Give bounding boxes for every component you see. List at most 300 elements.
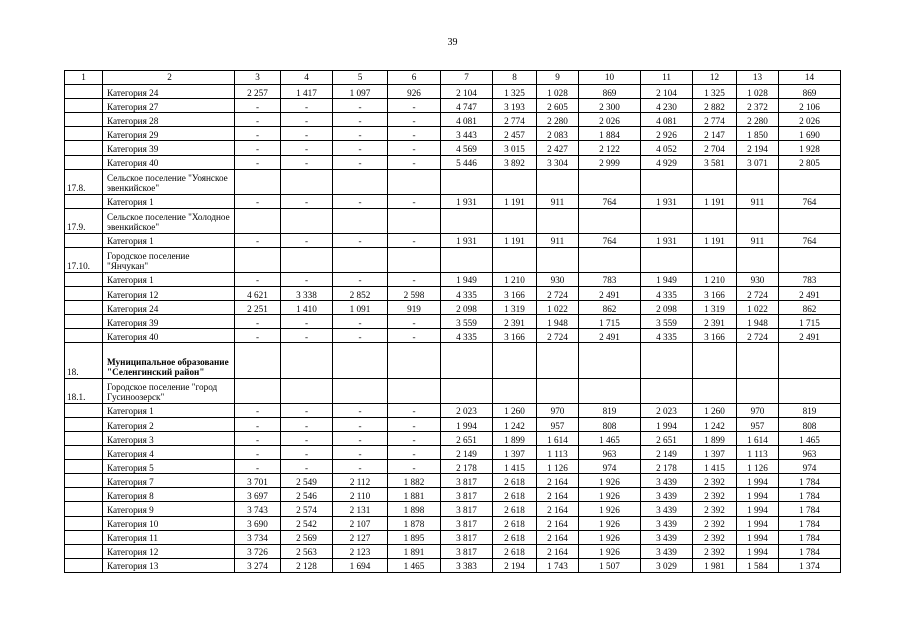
empty-cell — [693, 247, 737, 272]
value-cell: 3 559 — [441, 315, 493, 329]
section-row — [65, 247, 841, 272]
category-name: Категория 27 — [103, 99, 235, 113]
value-cell: 2 178 — [641, 460, 693, 474]
column-header: 10 — [579, 71, 641, 85]
value-cell: 957 — [737, 417, 779, 431]
value-cell: - — [388, 141, 441, 155]
value-cell: 2 704 — [693, 141, 737, 155]
tariff-table — [64, 70, 841, 573]
empty-cell — [235, 208, 281, 233]
value-cell: 1 926 — [579, 502, 641, 516]
table-row — [65, 446, 841, 460]
value-cell: 1 614 — [537, 432, 579, 446]
category-name: Категория 28 — [103, 113, 235, 127]
value-cell: 1 260 — [693, 403, 737, 417]
value-cell: - — [388, 403, 441, 417]
column-header: 7 — [441, 71, 493, 85]
empty-cell — [693, 378, 737, 403]
category-name: Категория 10 — [103, 516, 235, 530]
row-number — [65, 502, 103, 516]
value-cell: - — [333, 403, 388, 417]
value-cell: 3 166 — [693, 286, 737, 300]
value-cell: - — [235, 272, 281, 286]
value-cell: 1 325 — [493, 85, 537, 99]
table-row — [65, 286, 841, 300]
table-row — [65, 516, 841, 530]
value-cell: 974 — [579, 460, 641, 474]
value-cell: 1 113 — [537, 446, 579, 460]
column-header: 3 — [235, 71, 281, 85]
value-cell: - — [333, 99, 388, 113]
value-cell: 1 091 — [333, 301, 388, 315]
category-name: Категория 24 — [103, 301, 235, 315]
value-cell: 1 994 — [737, 544, 779, 558]
value-cell: 2 999 — [579, 155, 641, 169]
value-cell: 1 994 — [737, 516, 779, 530]
row-number — [65, 301, 103, 315]
empty-cell — [441, 169, 493, 194]
value-cell: 1 415 — [693, 460, 737, 474]
value-cell: 1 926 — [579, 474, 641, 488]
value-cell: 2 391 — [493, 315, 537, 329]
value-cell: - — [235, 315, 281, 329]
empty-cell — [737, 378, 779, 403]
empty-cell — [281, 378, 333, 403]
empty-cell — [579, 343, 641, 379]
empty-cell — [641, 169, 693, 194]
value-cell: - — [388, 272, 441, 286]
value-cell: 1 614 — [737, 432, 779, 446]
empty-cell — [333, 343, 388, 379]
table-row — [65, 301, 841, 315]
value-cell: - — [281, 141, 333, 155]
row-number — [65, 194, 103, 208]
value-cell: 4 230 — [641, 99, 693, 113]
value-cell: 1 926 — [579, 530, 641, 544]
column-header: 12 — [693, 71, 737, 85]
value-cell: 3 701 — [235, 474, 281, 488]
value-cell: 2 194 — [737, 141, 779, 155]
row-number — [65, 516, 103, 530]
value-cell: 2 574 — [281, 502, 333, 516]
value-cell: 1 931 — [641, 194, 693, 208]
empty-cell — [388, 169, 441, 194]
value-cell: 1 715 — [779, 315, 841, 329]
value-cell: 2 392 — [693, 544, 737, 558]
value-cell: 2 392 — [693, 516, 737, 530]
empty-cell — [693, 169, 737, 194]
value-cell: 2 257 — [235, 85, 281, 99]
row-number — [65, 403, 103, 417]
value-cell: 1 397 — [493, 446, 537, 460]
value-cell: - — [388, 155, 441, 169]
value-cell: 4 929 — [641, 155, 693, 169]
table-row — [65, 233, 841, 247]
empty-cell — [493, 343, 537, 379]
value-cell: 2 147 — [693, 127, 737, 141]
empty-cell — [779, 169, 841, 194]
value-cell: 1 878 — [388, 516, 441, 530]
value-cell: 1 899 — [693, 432, 737, 446]
value-cell: 1 895 — [388, 530, 441, 544]
value-cell: 2 164 — [537, 516, 579, 530]
value-cell: 3 439 — [641, 488, 693, 502]
value-cell: 3 015 — [493, 141, 537, 155]
value-cell: 2 110 — [333, 488, 388, 502]
section-row — [65, 208, 841, 233]
value-cell: 1 242 — [493, 417, 537, 431]
value-cell: 1 949 — [441, 272, 493, 286]
value-cell: 2 724 — [737, 329, 779, 343]
value-cell: - — [281, 272, 333, 286]
value-cell: - — [281, 329, 333, 343]
value-cell: 2 123 — [333, 544, 388, 558]
section-number: 17.9. — [65, 208, 103, 233]
category-name: Категория 1 — [103, 403, 235, 417]
value-cell: - — [333, 432, 388, 446]
value-cell: 2 549 — [281, 474, 333, 488]
value-cell: - — [388, 233, 441, 247]
value-cell: 1 374 — [779, 558, 841, 572]
section-number: 18. — [65, 343, 103, 379]
value-cell: 2 457 — [493, 127, 537, 141]
value-cell: 2 026 — [779, 113, 841, 127]
value-cell: 1 260 — [493, 403, 537, 417]
value-cell: 4 335 — [441, 329, 493, 343]
value-cell: 2 194 — [493, 558, 537, 572]
value-cell: 3 166 — [693, 329, 737, 343]
value-cell: 4 081 — [641, 113, 693, 127]
value-cell: 3 338 — [281, 286, 333, 300]
value-cell: 1 784 — [779, 502, 841, 516]
empty-cell — [779, 208, 841, 233]
table-row — [65, 460, 841, 474]
empty-cell — [737, 343, 779, 379]
value-cell: 3 071 — [737, 155, 779, 169]
value-cell: 2 164 — [537, 530, 579, 544]
value-cell: 2 178 — [441, 460, 493, 474]
value-cell: 1 948 — [537, 315, 579, 329]
value-cell: - — [235, 403, 281, 417]
value-cell: - — [388, 329, 441, 343]
table-row — [65, 315, 841, 329]
empty-cell — [333, 208, 388, 233]
value-cell: 1 465 — [579, 432, 641, 446]
table-row — [65, 85, 841, 99]
empty-cell — [235, 378, 281, 403]
category-name: Категория 13 — [103, 558, 235, 572]
value-cell: 1 191 — [693, 194, 737, 208]
empty-cell — [641, 343, 693, 379]
value-cell: 963 — [579, 446, 641, 460]
table-row — [65, 113, 841, 127]
row-number — [65, 432, 103, 446]
column-header: 1 — [65, 71, 103, 85]
value-cell: 1 949 — [641, 272, 693, 286]
value-cell: - — [333, 141, 388, 155]
empty-cell — [579, 378, 641, 403]
value-cell: 2 023 — [441, 403, 493, 417]
value-cell: 3 817 — [441, 502, 493, 516]
empty-cell — [779, 343, 841, 379]
table-row — [65, 141, 841, 155]
value-cell: 2 372 — [737, 99, 779, 113]
value-cell: - — [281, 194, 333, 208]
row-number — [65, 417, 103, 431]
value-cell: 1 784 — [779, 516, 841, 530]
category-name: Категория 24 — [103, 85, 235, 99]
value-cell: 2 098 — [441, 301, 493, 315]
value-cell: 2 491 — [579, 286, 641, 300]
row-number — [65, 488, 103, 502]
value-cell: 970 — [537, 403, 579, 417]
category-name: Категория 39 — [103, 315, 235, 329]
value-cell: 2 724 — [537, 286, 579, 300]
value-cell: 3 817 — [441, 530, 493, 544]
value-cell: 1 028 — [537, 85, 579, 99]
column-header: 9 — [537, 71, 579, 85]
row-number — [65, 315, 103, 329]
section-row — [65, 378, 841, 403]
section-name: Сельское поселение "Уоянское эвенкийское" — [103, 169, 235, 194]
value-cell: - — [333, 155, 388, 169]
table-row — [65, 558, 841, 572]
empty-cell — [779, 378, 841, 403]
empty-cell — [333, 247, 388, 272]
value-cell: 2 651 — [441, 432, 493, 446]
value-cell: 1 415 — [493, 460, 537, 474]
value-cell: 911 — [737, 194, 779, 208]
value-cell: - — [388, 315, 441, 329]
value-cell: 2 491 — [579, 329, 641, 343]
value-cell: 783 — [779, 272, 841, 286]
value-cell: - — [333, 315, 388, 329]
page-number: 39 — [447, 37, 458, 48]
value-cell: 3 274 — [235, 558, 281, 572]
table-row — [65, 432, 841, 446]
value-cell: - — [333, 329, 388, 343]
value-cell: 1 325 — [693, 85, 737, 99]
empty-cell — [579, 208, 641, 233]
column-header: 4 — [281, 71, 333, 85]
value-cell: 930 — [737, 272, 779, 286]
value-cell: 1 850 — [737, 127, 779, 141]
value-cell: 4 335 — [641, 286, 693, 300]
value-cell: 2 107 — [333, 516, 388, 530]
row-number — [65, 127, 103, 141]
value-cell: 2 122 — [579, 141, 641, 155]
value-cell: - — [388, 417, 441, 431]
table-row — [65, 329, 841, 343]
row-number — [65, 233, 103, 247]
value-cell: 4 747 — [441, 99, 493, 113]
value-cell: - — [388, 127, 441, 141]
table-row — [65, 99, 841, 113]
value-cell: 2 618 — [493, 544, 537, 558]
value-cell: 1 994 — [737, 474, 779, 488]
value-cell: 2 164 — [537, 502, 579, 516]
value-cell: 2 106 — [779, 99, 841, 113]
empty-cell — [537, 169, 579, 194]
value-cell: 2 392 — [693, 474, 737, 488]
row-number — [65, 460, 103, 474]
category-name: Категория 3 — [103, 432, 235, 446]
value-cell: - — [333, 446, 388, 460]
value-cell: 808 — [579, 417, 641, 431]
empty-cell — [641, 208, 693, 233]
table-row — [65, 530, 841, 544]
value-cell: 2 104 — [641, 85, 693, 99]
value-cell: 2 026 — [579, 113, 641, 127]
value-cell: 926 — [388, 85, 441, 99]
value-cell: - — [235, 432, 281, 446]
value-cell: 1 126 — [537, 460, 579, 474]
empty-cell — [281, 247, 333, 272]
value-cell: 1 410 — [281, 301, 333, 315]
value-cell: 2 605 — [537, 99, 579, 113]
category-name: Категория 40 — [103, 155, 235, 169]
column-header: 5 — [333, 71, 388, 85]
row-number — [65, 113, 103, 127]
value-cell: - — [281, 155, 333, 169]
value-cell: 862 — [779, 301, 841, 315]
value-cell: 1 584 — [737, 558, 779, 572]
value-cell: 1 715 — [579, 315, 641, 329]
value-cell: 3 166 — [493, 286, 537, 300]
table-row — [65, 488, 841, 502]
row-number — [65, 272, 103, 286]
value-cell: 963 — [779, 446, 841, 460]
value-cell: 2 023 — [641, 403, 693, 417]
value-cell: 3 726 — [235, 544, 281, 558]
value-cell: - — [333, 194, 388, 208]
value-cell: 3 383 — [441, 558, 493, 572]
table-row — [65, 544, 841, 558]
value-cell: - — [333, 417, 388, 431]
value-cell: 3 559 — [641, 315, 693, 329]
value-cell: - — [333, 113, 388, 127]
value-cell: 2 427 — [537, 141, 579, 155]
value-cell: 919 — [388, 301, 441, 315]
value-cell: 2 569 — [281, 530, 333, 544]
empty-cell — [493, 169, 537, 194]
value-cell: 2 542 — [281, 516, 333, 530]
empty-cell — [537, 378, 579, 403]
value-cell: 911 — [537, 194, 579, 208]
value-cell: 1 694 — [333, 558, 388, 572]
row-number — [65, 474, 103, 488]
empty-cell — [537, 343, 579, 379]
value-cell: 3 743 — [235, 502, 281, 516]
value-cell: - — [388, 113, 441, 127]
section-row — [65, 343, 841, 379]
empty-cell — [388, 378, 441, 403]
value-cell: - — [388, 446, 441, 460]
column-header: 14 — [779, 71, 841, 85]
value-cell: - — [281, 460, 333, 474]
empty-cell — [333, 169, 388, 194]
table-row — [65, 127, 841, 141]
empty-cell — [388, 343, 441, 379]
value-cell: 1 191 — [693, 233, 737, 247]
value-cell: 4 335 — [641, 329, 693, 343]
value-cell: 783 — [579, 272, 641, 286]
category-name: Категория 11 — [103, 530, 235, 544]
empty-cell — [641, 378, 693, 403]
empty-cell — [693, 208, 737, 233]
empty-cell — [579, 247, 641, 272]
value-cell: 1 022 — [737, 301, 779, 315]
section-name: Муниципальное образование "Селенгинский район" — [103, 343, 235, 379]
section-number: 18.1. — [65, 378, 103, 403]
value-cell: 1 784 — [779, 530, 841, 544]
value-cell: - — [388, 99, 441, 113]
empty-cell — [641, 247, 693, 272]
value-cell: 2 251 — [235, 301, 281, 315]
value-cell: - — [235, 233, 281, 247]
value-cell: - — [388, 432, 441, 446]
table-row — [65, 403, 841, 417]
value-cell: 4 621 — [235, 286, 281, 300]
category-name: Категория 40 — [103, 329, 235, 343]
value-cell: 3 817 — [441, 474, 493, 488]
value-cell: 1 210 — [693, 272, 737, 286]
value-cell: 2 618 — [493, 502, 537, 516]
value-cell: 2 618 — [493, 488, 537, 502]
value-cell: - — [281, 315, 333, 329]
value-cell: 4 052 — [641, 141, 693, 155]
value-cell: 2 164 — [537, 488, 579, 502]
value-cell: 3 439 — [641, 530, 693, 544]
value-cell: 819 — [579, 403, 641, 417]
row-number — [65, 329, 103, 343]
value-cell: - — [333, 233, 388, 247]
value-cell: 1 210 — [493, 272, 537, 286]
empty-cell — [693, 343, 737, 379]
value-cell: 2 651 — [641, 432, 693, 446]
value-cell: 2 598 — [388, 286, 441, 300]
value-cell: 2 392 — [693, 530, 737, 544]
value-cell: 3 892 — [493, 155, 537, 169]
value-cell: 2 083 — [537, 127, 579, 141]
row-number — [65, 544, 103, 558]
empty-cell — [537, 208, 579, 233]
value-cell: 1 784 — [779, 544, 841, 558]
value-cell: 1 397 — [693, 446, 737, 460]
value-cell: 1 191 — [493, 233, 537, 247]
value-cell: 2 392 — [693, 502, 737, 516]
empty-cell — [737, 169, 779, 194]
value-cell: - — [281, 417, 333, 431]
empty-cell — [388, 247, 441, 272]
value-cell: 2 149 — [641, 446, 693, 460]
empty-cell — [235, 169, 281, 194]
value-cell: 1 948 — [737, 315, 779, 329]
value-cell: 1 784 — [779, 488, 841, 502]
value-cell: - — [281, 99, 333, 113]
column-header: 8 — [493, 71, 537, 85]
table-row — [65, 474, 841, 488]
empty-cell — [441, 343, 493, 379]
column-header: 6 — [388, 71, 441, 85]
row-number — [65, 530, 103, 544]
value-cell: - — [235, 127, 281, 141]
value-cell: 3 734 — [235, 530, 281, 544]
empty-cell — [737, 247, 779, 272]
value-cell: 764 — [579, 233, 641, 247]
value-cell: 2 280 — [737, 113, 779, 127]
value-cell: - — [281, 446, 333, 460]
